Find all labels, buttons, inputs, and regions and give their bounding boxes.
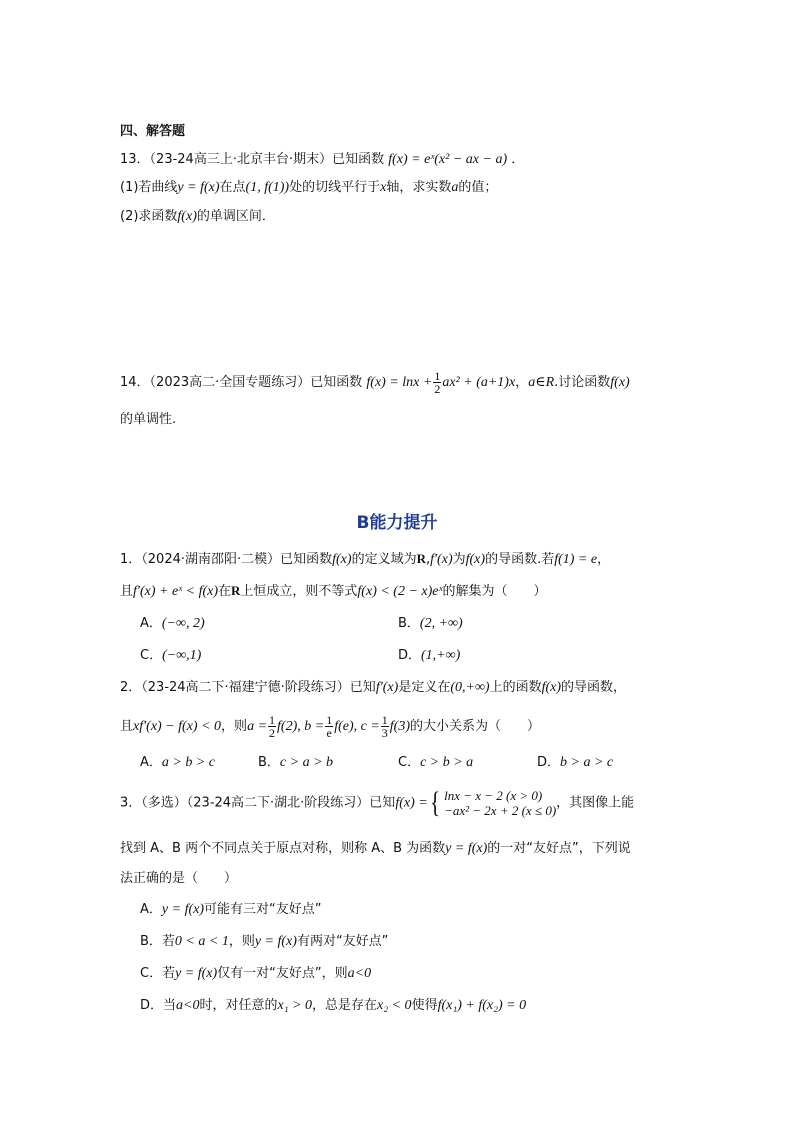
b2-option-b[interactable]	[258, 752, 333, 774]
option-text: 仅有一对“友好点”，则	[217, 966, 348, 981]
b3-piece-1: lnx − x − 2 (x > 0)	[444, 788, 543, 803]
b1-l2-d: 的解集为（ ）	[442, 584, 547, 599]
option-math: y = f(x)	[175, 966, 218, 981]
b1-option-b[interactable]	[398, 613, 463, 635]
b1-ineq: f′(x) + eˣ < f(x)	[133, 584, 218, 599]
option-letter: A．	[140, 902, 162, 917]
b1-fp: f′(x)	[430, 552, 453, 567]
frac-num: 1	[381, 713, 388, 727]
question-13-label: 13．（23-24高三上·北京丰台·期末）已知函数	[120, 152, 385, 167]
frac-num: 1	[269, 713, 276, 727]
option-math: a<0	[176, 998, 200, 1013]
b2-stem	[120, 677, 626, 699]
b3-piece-2: −ax² − 2x + 2 (x ≤ 0)	[444, 803, 557, 818]
b1-t5: ，	[597, 552, 611, 567]
q13-p1-a: (1)若曲线	[120, 180, 178, 195]
question-14-line-2: 的单调性.	[120, 412, 177, 427]
option-value: (2, +∞)	[419, 616, 463, 631]
option-text: 可能有三对“友好点”	[204, 902, 322, 917]
frac-den: 2	[269, 726, 276, 740]
option-text: 有两对“友好点”	[296, 934, 389, 949]
option-text: 时，对任意的	[199, 998, 278, 1013]
q13-p2-f: f(x)	[177, 209, 197, 224]
b2-dom: (0,+∞)	[450, 680, 490, 695]
q13-p1-a-var: a	[451, 180, 459, 195]
b2-option-c[interactable]	[398, 752, 473, 774]
option-value: (1,+∞)	[421, 648, 461, 663]
question-13-part-1	[120, 177, 497, 199]
b1-t1: 的定义域为	[351, 552, 417, 567]
q13-p2-b: 的单调区间．	[196, 209, 275, 224]
frac-den: e	[326, 726, 332, 740]
q14-cond: a∈R	[528, 375, 555, 390]
option-letter: B．若	[140, 934, 175, 949]
option-letter: D．当	[140, 998, 177, 1013]
option-letter: C．若	[140, 966, 176, 981]
b3-option-d[interactable]	[140, 995, 526, 1017]
q14-frac-den: 2	[434, 382, 441, 396]
option-text: 使得	[411, 998, 438, 1013]
option-letter: A．	[140, 616, 162, 631]
b1-ineq2: f(x) < (2 − x)eˣ	[357, 584, 443, 599]
question-13-part-2	[120, 206, 275, 228]
question-13-end: ．	[511, 152, 525, 167]
b1-label: 1．（2024·湖南邵阳·二模）已知函数	[120, 552, 333, 567]
b1-option-c[interactable]	[140, 645, 201, 667]
b3-stem	[120, 788, 634, 818]
option-text: ，则	[228, 934, 255, 949]
b1-t2: ,	[425, 552, 431, 567]
option-math: x₁ > 0	[277, 998, 313, 1013]
b2-label: 2．（23-24高二下·福建宁德·阶段练习）已知	[120, 680, 376, 695]
q13-p1-c: 处的切线平行于	[289, 180, 381, 195]
left-brace-icon: {	[429, 786, 440, 819]
b3-l2-f: y = f(x)	[445, 841, 488, 856]
option-letter: D．	[398, 648, 422, 663]
option-math: x₂ < 0	[377, 998, 412, 1013]
q14-tail: .讨论函数	[554, 375, 611, 390]
q14-func-a: f(x) = lnx +	[366, 375, 433, 390]
b2-f: f(x)	[541, 680, 562, 695]
option-text: ，总是存在	[312, 998, 378, 1013]
q14-func-b: ax² + (a+1)x	[442, 375, 516, 390]
q13-p1-x: x	[380, 180, 387, 195]
b3-option-a[interactable]	[140, 899, 321, 921]
option-value: c > a > b	[279, 755, 334, 770]
frac-num: 1	[326, 713, 333, 727]
b2-t3: 的导函数，	[561, 680, 627, 695]
option-letter: C．	[140, 648, 163, 663]
b2-a-eq: a =	[247, 719, 268, 734]
b2-b-rest: f(e), c =	[334, 719, 380, 734]
question-14-label: 14．（2023高二·全国专题练习）已知函数	[120, 375, 363, 390]
option-math: 0 < a < 1	[174, 934, 229, 949]
b2-fp: f′(x)	[375, 680, 399, 695]
q14-frac-num: 1	[434, 369, 441, 383]
option-letter: B．	[258, 755, 280, 770]
b1-t4: 的导函数.若	[485, 552, 555, 567]
b2-t1: 是定义在	[398, 680, 451, 695]
option-math: y = f(x)	[254, 934, 297, 949]
q13-p1-curve: y = f(x)	[177, 180, 220, 195]
b2-a-rest: f(2), b =	[277, 719, 325, 734]
b2-l2-c: 的大小关系为（ ）	[410, 719, 541, 734]
b2-b-fraction	[325, 714, 333, 739]
b1-R: R	[416, 551, 426, 566]
q14-tail-f: f(x)	[610, 375, 630, 390]
b1-line-2	[120, 580, 546, 603]
b3-l2: 找到 A、B 两个不同点关于原点对称，则称 A、B 为函数	[120, 841, 446, 856]
b1-l2-a: 且	[120, 584, 134, 599]
option-math: f(x₁) + f(x₂) = 0	[437, 998, 527, 1013]
option-value: a > b > c	[161, 755, 216, 770]
b1-l2-R: R	[231, 583, 241, 598]
b1-l2-c: 上恒成立，则不等式	[240, 584, 358, 599]
b2-l2-a: 且	[120, 719, 134, 734]
section-b-title: B能力提升	[356, 513, 438, 533]
frac-den: 3	[381, 726, 388, 740]
b1-option-d[interactable]	[398, 645, 460, 667]
b1-l2-b: 在	[218, 584, 232, 599]
option-value: b > a > c	[560, 755, 614, 770]
b1-f: f(x)	[332, 552, 352, 567]
option-value: c > b > a	[420, 755, 474, 770]
b2-line-2	[120, 714, 540, 739]
option-letter: D．	[537, 755, 561, 770]
q13-p1-e: 的值；	[458, 180, 498, 195]
section-heading: 四、解答题	[120, 124, 186, 139]
b1-option-a[interactable]	[140, 613, 205, 635]
b2-ineq: xf′(x) − f(x) < 0	[133, 719, 222, 734]
b3-t1: ，其图像上能	[556, 795, 635, 811]
b2-l2-b: ，则	[221, 719, 248, 734]
b2-c-fraction	[381, 714, 389, 739]
q13-p1-b: 在点	[219, 180, 246, 195]
option-letter: A．	[140, 755, 162, 770]
b2-a-fraction	[268, 714, 276, 739]
option-letter: B．	[398, 616, 420, 631]
b3-piecewise	[442, 788, 556, 818]
q14-mid: ，	[515, 375, 529, 390]
b2-option-a[interactable]	[140, 752, 215, 774]
q13-p1-d: 轴，求实数	[386, 180, 452, 195]
question-13-stem	[120, 149, 524, 171]
q14-fraction	[433, 370, 441, 395]
b2-option-d[interactable]	[537, 752, 613, 774]
b3-option-b[interactable]	[140, 931, 388, 953]
option-math: y = f(x)	[161, 902, 204, 917]
b3-line-3: 法正确的是（ ）	[120, 871, 238, 886]
option-math: a<0	[347, 966, 372, 981]
b1-cond: f(1) = e	[554, 552, 598, 567]
question-14-stem	[120, 370, 630, 395]
b3-label: 3．（多选）（23-24高二下·湖北·阶段练习）已知	[120, 795, 396, 811]
b1-f2: f(x)	[465, 552, 486, 567]
b1-stem	[120, 548, 610, 571]
b2-t2: 上的函数	[489, 680, 542, 695]
b2-c-rest: f(3)	[389, 719, 410, 734]
b3-line-2	[120, 838, 631, 860]
b3-option-c[interactable]	[140, 963, 371, 985]
b1-t3: 为	[452, 552, 466, 567]
option-value: (−∞,1)	[162, 648, 202, 663]
b3-l2-b: 的一对“友好点”，下列说	[487, 841, 631, 856]
q13-p2-a: (2)求函数	[120, 209, 178, 224]
b3-f: f(x) =	[395, 795, 428, 811]
q13-p1-point: (1, f(1))	[245, 180, 290, 195]
option-value: (−∞, 2)	[161, 616, 205, 631]
option-letter: C．	[398, 755, 421, 770]
question-13-function: f(x) = eˣ(x² − ax − a)	[388, 152, 508, 167]
